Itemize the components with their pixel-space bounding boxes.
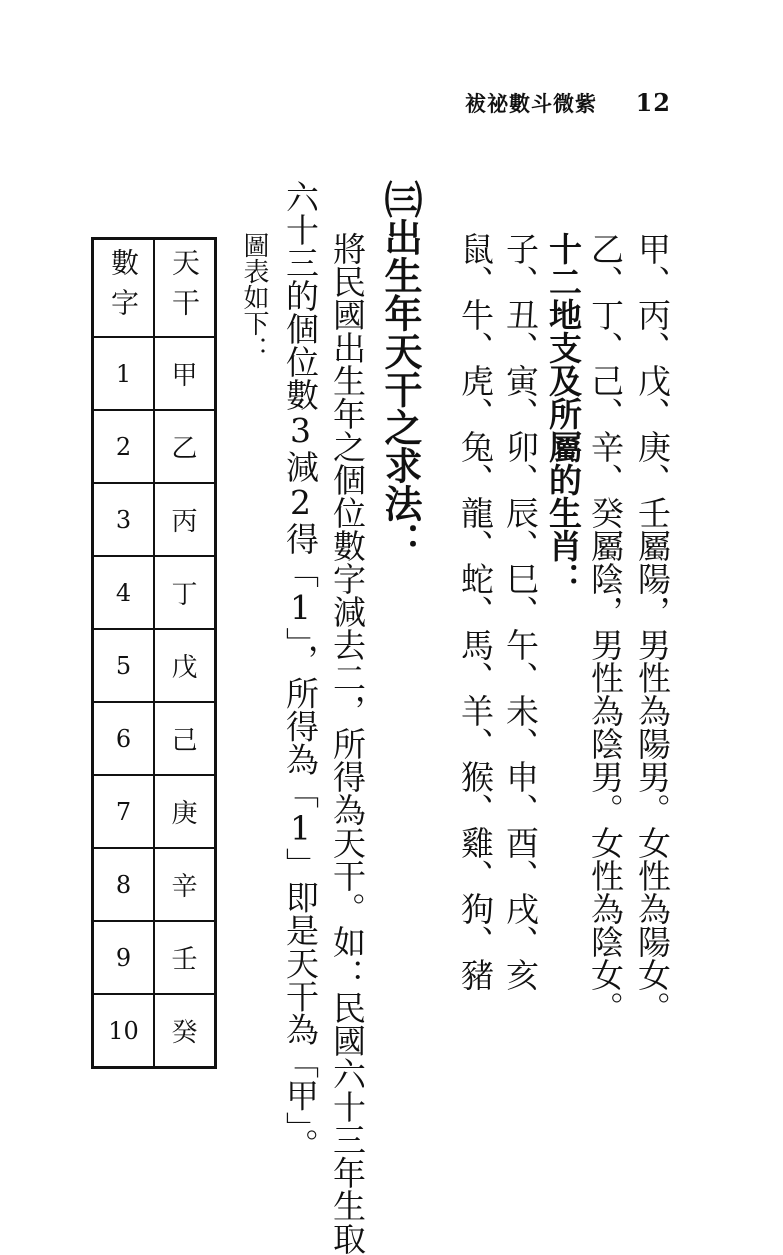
page-number: 12 [635,88,671,117]
number-cell: 1 [93,337,155,410]
stem-cell: 壬 [154,921,216,994]
book-title: 袚祕數斗微紫 [464,92,597,116]
zodiac-animals-list: 鼠、牛、虎、兔、龍、蛇、馬、羊、猴、雞、狗、豬 [456,232,495,991]
table-intro: 圖表如下： [239,232,269,362]
table-row [93,775,216,848]
table-row [93,629,216,702]
yin-yang-line-2: 乙、丁、己、辛、癸屬陰，男性為陰男。女性為陰女。 [586,232,625,1024]
number-cell: 6 [93,702,155,775]
number-cell: 9 [93,921,155,994]
zodiac-heading: 十二地支及所屬的生肖： [544,232,583,595]
table-row [93,410,216,483]
section3-paragraph-line-1: 將民國出生年之個位數字減去二，所得為天干。如：民國六十三年生取 [328,232,367,1255]
heavenly-stems-table [91,237,217,1069]
stem-cell: 癸 [154,994,216,1068]
stem-cell: 己 [154,702,216,775]
table-row [93,483,216,556]
stem-cell: 甲 [154,337,216,410]
stem-cell: 丙 [154,483,216,556]
number-cell: 4 [93,556,155,629]
number-cell: 7 [93,775,155,848]
header-stem: 天干 [154,239,216,338]
number-cell: 8 [93,848,155,921]
yin-yang-line-1: 甲、丙、戊、庚、壬屬陽，男性為陽男。女性為陽女。 [633,232,672,1024]
stem-cell: 辛 [154,848,216,921]
table-row [93,994,216,1068]
table-row [93,556,216,629]
stem-cell: 庚 [154,775,216,848]
number-cell: 10 [93,994,155,1068]
table-row [93,848,216,921]
earthly-branches-list: 子、丑、寅、卯、辰、巳、午、未、申、酉、戌、亥 [501,232,540,991]
table-row [93,921,216,994]
running-header [465,88,671,118]
number-cell: 3 [93,483,155,556]
stem-cell: 丁 [154,556,216,629]
header-number: 數字 [93,239,155,338]
stem-cell: 乙 [154,410,216,483]
section3-heading: ㈢出生年天干之求法： [378,180,422,560]
stem-cell: 戊 [154,629,216,702]
number-cell: 5 [93,629,155,702]
table-header-row [93,239,216,338]
table-row [93,702,216,775]
section3-paragraph-line-2: 六十三的個位數3減2得「1」，所得為「1」即是天干為「甲」。 [281,180,320,1161]
number-cell: 2 [93,410,155,483]
table-row [93,337,216,410]
